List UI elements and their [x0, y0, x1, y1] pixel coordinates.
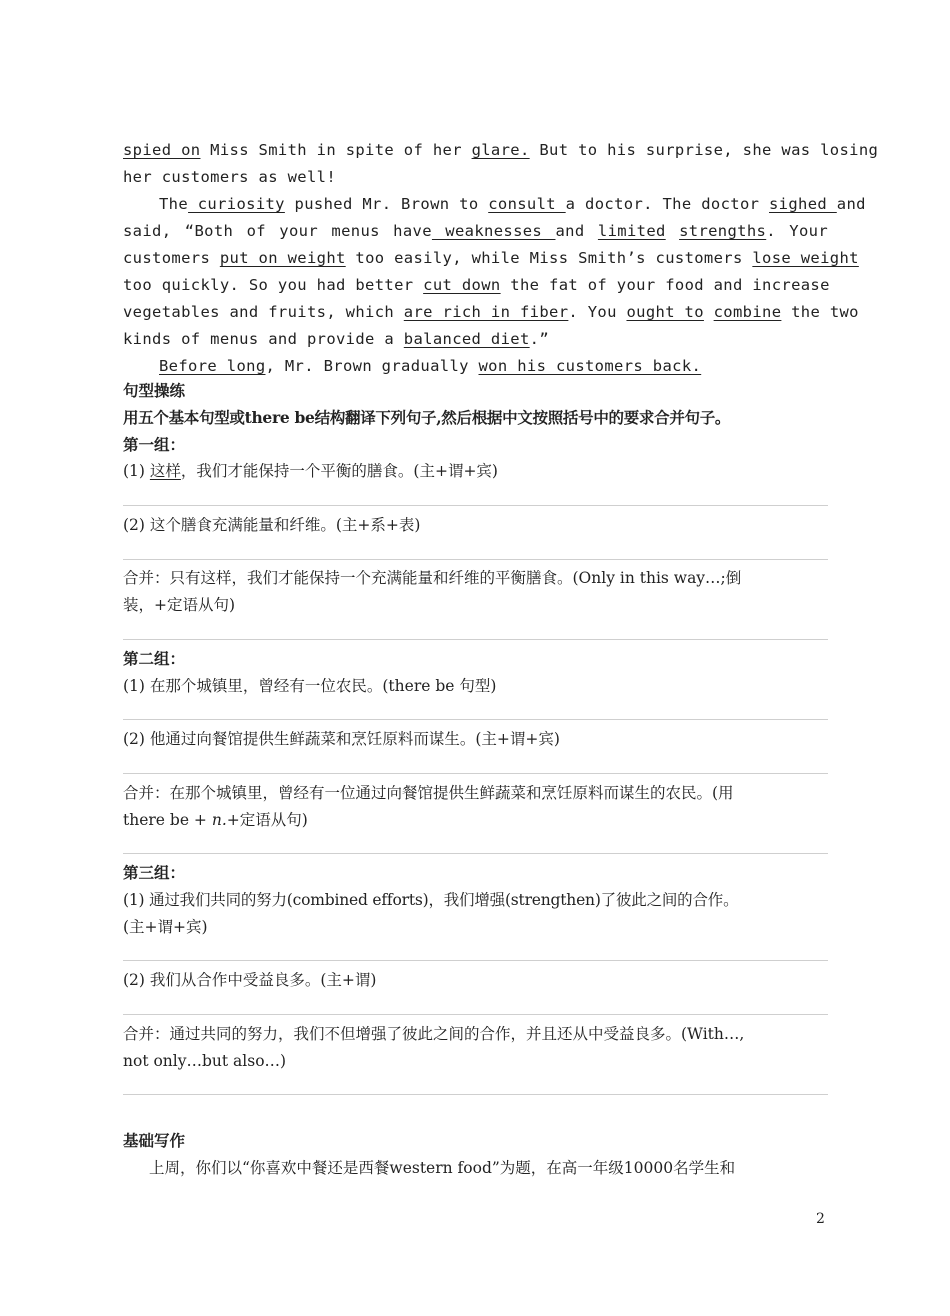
- group3-merge-line-1: 合并：通过共同的努力，我们不但增强了彼此之间的合作，并且还从中受益良多。(With…,: [123, 1025, 745, 1043]
- story-line-1: [123, 140, 879, 160]
- vocab-won-back: won his customers back.: [478, 357, 702, 375]
- group3-question-2: (2) 我们从合作中受益良多。(主+谓): [123, 971, 377, 989]
- vocab-combine: combine: [713, 303, 782, 321]
- group3-merge-line-2: not only…but also…): [123, 1052, 287, 1070]
- group2-question-1: (1) 在那个城镇里，曾经有一位农民。(there be 句型): [123, 677, 497, 695]
- text: customers: [123, 249, 220, 267]
- text: , Mr. Brown gradually: [265, 357, 479, 375]
- text: and: [555, 222, 598, 240]
- text: [704, 303, 714, 321]
- story-line-2: her customers as well!: [123, 168, 336, 186]
- vocab-sighed: sighed: [769, 195, 837, 213]
- group2-title: 第二组：: [123, 649, 186, 668]
- text: too quickly. So you had better: [123, 276, 424, 294]
- vocab-before-long: Before long: [159, 357, 266, 375]
- vocab-glare: glare.: [471, 141, 530, 159]
- story-line-9: [159, 356, 828, 376]
- story-line-7: [123, 302, 859, 322]
- vocab-consult: consult: [488, 195, 566, 213]
- page-number: 2: [816, 1211, 825, 1227]
- vocab-limited: limited: [597, 222, 666, 240]
- group1-title: 第一组：: [123, 435, 186, 454]
- text: The: [159, 195, 189, 213]
- text: kinds of menus and provide a: [123, 330, 404, 348]
- vocab-lose-weight: lose weight: [752, 249, 859, 267]
- vocab-put-on-weight: put on weight: [219, 249, 346, 267]
- vocab-cut-down: cut down: [423, 276, 501, 294]
- answer-line[interactable]: [123, 1014, 828, 1015]
- writing-prompt-paragraph: 上周，你们以“你喜欢中餐还是西餐western food”为题，在高一年级10000名学生和: [149, 1159, 736, 1177]
- vocab-spied-on: spied on: [123, 141, 201, 159]
- keyword-zheyang: 这样: [149, 462, 181, 480]
- answer-line[interactable]: [123, 559, 828, 560]
- vocab-curiosity: curiosity: [188, 195, 285, 213]
- italic-n: n.: [211, 811, 227, 829]
- answer-line[interactable]: [123, 719, 828, 720]
- story-line-8: [123, 329, 828, 349]
- text: .”: [529, 330, 550, 348]
- answer-line[interactable]: [123, 639, 828, 640]
- text: [666, 222, 679, 240]
- text: vegetables and fruits, which: [123, 303, 404, 321]
- group3-title: 第三组：: [123, 863, 186, 882]
- text: pushed Mr. Brown to: [284, 195, 489, 213]
- text: a doctor. The doctor: [565, 195, 769, 213]
- text: +定语从句): [226, 811, 308, 829]
- vocab-balanced-diet: balanced diet: [403, 330, 530, 348]
- text: too easily, while Miss Smith’s customers: [345, 249, 753, 267]
- answer-line[interactable]: [123, 505, 828, 506]
- group1-question-1: [123, 461, 828, 481]
- story-line-4: [123, 221, 828, 241]
- answer-line[interactable]: [123, 853, 828, 854]
- group3-question-1-line-1: (1) 通过我们共同的努力(combined efforts)，我们增强(strengthen)了彼此之间的合作。: [123, 891, 739, 909]
- section-heading-sentence-practice: 句型操练: [123, 381, 186, 400]
- group1-merge-line-1: 合并：只有这样，我们才能保持一个充满能量和纤维的平衡膳食。(Only in this way…;倒: [123, 569, 742, 587]
- text: the two: [781, 303, 859, 321]
- story-line-5: [123, 248, 859, 268]
- text: said, “Both of your menus have: [123, 222, 432, 240]
- vocab-are-rich-in-fiber: are rich in fiber: [403, 303, 569, 321]
- group2-merge-line-2: [123, 810, 828, 830]
- text: But to his surprise, she was losing: [529, 141, 879, 159]
- group1-question-2: (2) 这个膳食充满能量和纤维。(主+系+表): [123, 516, 421, 534]
- text: . You: [568, 303, 627, 321]
- text: (1): [123, 462, 150, 480]
- text: and: [836, 195, 866, 213]
- text: . Your: [766, 222, 829, 240]
- group2-merge-line-1: 合并：在那个城镇里，曾经有一位通过向餐馆提供生鲜蔬菜和烹饪原料而谋生的农民。(用: [123, 784, 734, 802]
- story-line-6: [123, 275, 828, 295]
- vocab-weaknesses: weaknesses: [431, 222, 556, 240]
- vocab-ought-to: ought to: [626, 303, 704, 321]
- section-heading-basic-writing: 基础写作: [123, 1131, 186, 1150]
- group1-merge-line-2: 装，+定语从句): [123, 596, 236, 614]
- text: there be +: [123, 811, 212, 829]
- group2-question-2: (2) 他通过向餐馆提供生鲜蔬菜和烹饪原料而谋生。(主+谓+宾): [123, 730, 560, 748]
- text: ，我们才能保持一个平衡的膳食。(主+谓+宾): [180, 462, 498, 480]
- answer-line[interactable]: [123, 773, 828, 774]
- answer-line[interactable]: [123, 960, 828, 961]
- answer-line[interactable]: [123, 1094, 828, 1095]
- group3-question-1-line-2: (主+谓+宾): [123, 918, 208, 936]
- text: the fat of your food and increase: [500, 276, 830, 294]
- section-instruction: 用五个基本句型或there be结构翻译下列句子,然后根据中文按照括号中的要求合并句子。: [123, 408, 731, 427]
- text: Miss Smith in spite of her: [200, 141, 472, 159]
- story-line-3: [159, 194, 866, 214]
- vocab-strengths: strengths: [679, 222, 767, 240]
